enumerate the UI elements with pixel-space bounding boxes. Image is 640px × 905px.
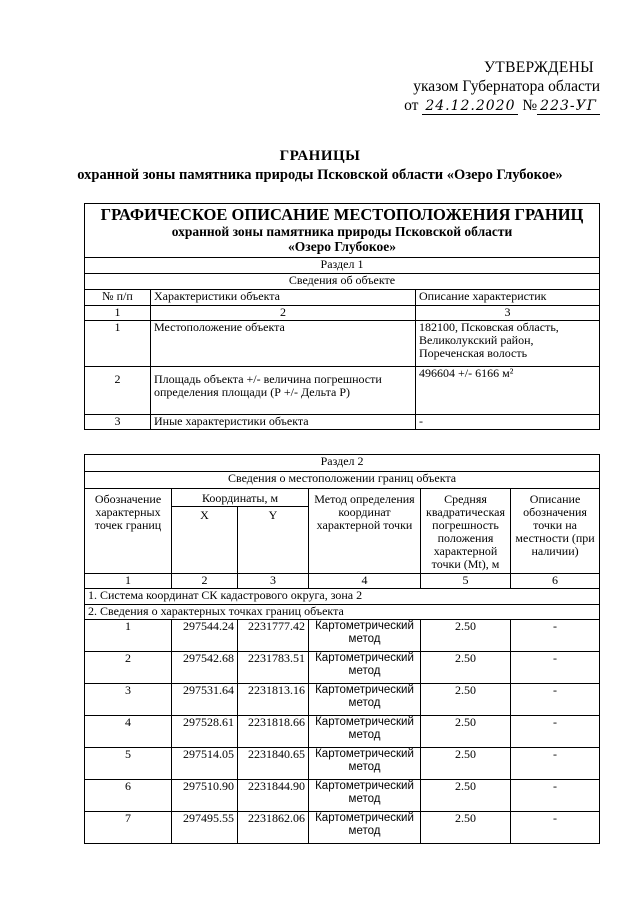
col-number: 1 <box>85 306 151 321</box>
table-row <box>85 367 600 415</box>
point-description: - <box>511 652 600 684</box>
object-info-table <box>84 203 600 430</box>
point-number: 4 <box>85 716 172 748</box>
table-row <box>85 748 600 780</box>
row-number: 1 <box>85 321 151 367</box>
row-description: 496604 +/- 6166 м² <box>416 367 600 415</box>
approval-number-prefix: № <box>522 97 538 114</box>
point-description: - <box>511 620 600 652</box>
row-number: 2 <box>85 367 151 415</box>
row-number: 3 <box>85 415 151 430</box>
point-x: 297495.55 <box>172 812 238 844</box>
point-accuracy: 2.50 <box>421 748 511 780</box>
header-y: Y <box>238 507 309 574</box>
point-y: 2231840.65 <box>238 748 309 780</box>
point-y: 2231818.66 <box>238 716 309 748</box>
row-characteristic: Местоположение объекта <box>151 321 416 367</box>
point-accuracy: 2.50 <box>421 684 511 716</box>
col-header-number: № п/п <box>85 290 151 306</box>
row-description: 182100, Псковская область, Великолукский район, Пореченская волость <box>416 321 600 367</box>
approval-from: от <box>404 97 419 114</box>
point-y: 2231813.16 <box>238 684 309 716</box>
point-method: Картометрический метод <box>309 748 421 780</box>
point-method: Картометрический метод <box>309 716 421 748</box>
row-characteristic: Площадь объекта +/- величина погрешности определения площади (Р +/- Дельта Р) <box>151 367 416 415</box>
table-row <box>85 321 600 367</box>
point-description: - <box>511 780 600 812</box>
point-accuracy: 2.50 <box>421 780 511 812</box>
table1-heading-line2: охранной зоны памятника природы Псковской области <box>171 224 513 239</box>
point-x: 297531.64 <box>172 684 238 716</box>
approval-title: УТВЕРЖДЕНЫ <box>484 59 594 76</box>
col-number: 3 <box>238 574 309 589</box>
point-x: 297510.90 <box>172 780 238 812</box>
point-number: 6 <box>85 780 172 812</box>
point-method: Картометрический метод <box>309 812 421 844</box>
approval-date-line <box>404 96 600 115</box>
col-header-characteristic: Характеристики объекта <box>151 290 416 306</box>
section-1-label: Раздел 1 <box>85 258 600 274</box>
point-number: 2 <box>85 652 172 684</box>
point-y: 2231862.06 <box>238 812 309 844</box>
col-number: 2 <box>151 306 416 321</box>
col-number: 6 <box>511 574 600 589</box>
section-1-title: Сведения об объекте <box>85 274 600 290</box>
table-row <box>85 684 600 716</box>
point-description: - <box>511 684 600 716</box>
col-number: 3 <box>416 306 600 321</box>
table-row <box>85 652 600 684</box>
col-number: 2 <box>172 574 238 589</box>
point-number: 1 <box>85 620 172 652</box>
point-method: Картометрический метод <box>309 780 421 812</box>
col-number: 4 <box>309 574 421 589</box>
section-2-label: Раздел 2 <box>85 455 600 472</box>
table1-heading <box>85 204 600 258</box>
boundary-points-table <box>84 454 600 844</box>
point-number: 3 <box>85 684 172 716</box>
header-method: Метод определения координат характерной точки <box>309 489 421 574</box>
header-points: Обозначение характерных точек границ <box>85 489 172 574</box>
approval-date: 24.12.2020 <box>422 99 518 115</box>
row-description: - <box>416 415 600 430</box>
table-row <box>85 812 600 844</box>
header-description: Описание обозначения точки на местности (при наличии) <box>511 489 600 574</box>
table-row <box>85 620 600 652</box>
point-accuracy: 2.50 <box>421 652 511 684</box>
coordinate-system-row: 1. Система координат СК кадастрового округа, зона 2 <box>85 589 600 605</box>
col-number: 5 <box>421 574 511 589</box>
table-row <box>85 415 600 430</box>
row-characteristic: Иные характеристики объекта <box>151 415 416 430</box>
table1-heading-line3: «Озеро Глубокое» <box>288 239 396 254</box>
points-section-row: 2. Сведения о характерных точках границ объекта <box>85 605 600 620</box>
point-x: 297528.61 <box>172 716 238 748</box>
point-x: 297514.05 <box>172 748 238 780</box>
point-y: 2231777.42 <box>238 620 309 652</box>
point-number: 7 <box>85 812 172 844</box>
table-row <box>85 780 600 812</box>
approval-authority: указом Губернатора области <box>413 78 600 95</box>
header-x: X <box>172 507 238 574</box>
point-description: - <box>511 812 600 844</box>
point-x: 297544.24 <box>172 620 238 652</box>
point-y: 2231783.51 <box>238 652 309 684</box>
point-accuracy: 2.50 <box>421 812 511 844</box>
col-number: 1 <box>85 574 172 589</box>
header-coords: Координаты, м <box>172 489 309 507</box>
col-header-description: Описание характеристик <box>416 290 600 306</box>
approval-number: 223-УГ <box>537 99 600 115</box>
table1-heading-line1: ГРАФИЧЕСКОЕ ОПИСАНИЕ МЕСТОПОЛОЖЕНИЯ ГРАНИЦ <box>100 205 584 224</box>
approval-block <box>404 58 600 115</box>
point-accuracy: 2.50 <box>421 620 511 652</box>
point-method: Картометрический метод <box>309 652 421 684</box>
point-description: - <box>511 748 600 780</box>
document-subtitle: охранной зоны памятника природы Псковской области «Озеро Глубокое» <box>77 167 563 183</box>
point-accuracy: 2.50 <box>421 716 511 748</box>
document-title: ГРАНИЦЫ <box>279 148 361 164</box>
header-accuracy: Средняя квадратическая погрешность положения характерной точки (Mt), м <box>421 489 511 574</box>
point-method: Картометрический метод <box>309 684 421 716</box>
table-row <box>85 716 600 748</box>
point-y: 2231844.90 <box>238 780 309 812</box>
section-2-title: Сведения о местоположении границ объекта <box>85 472 600 489</box>
point-method: Картометрический метод <box>309 620 421 652</box>
point-x: 297542.68 <box>172 652 238 684</box>
point-description: - <box>511 716 600 748</box>
point-number: 5 <box>85 748 172 780</box>
